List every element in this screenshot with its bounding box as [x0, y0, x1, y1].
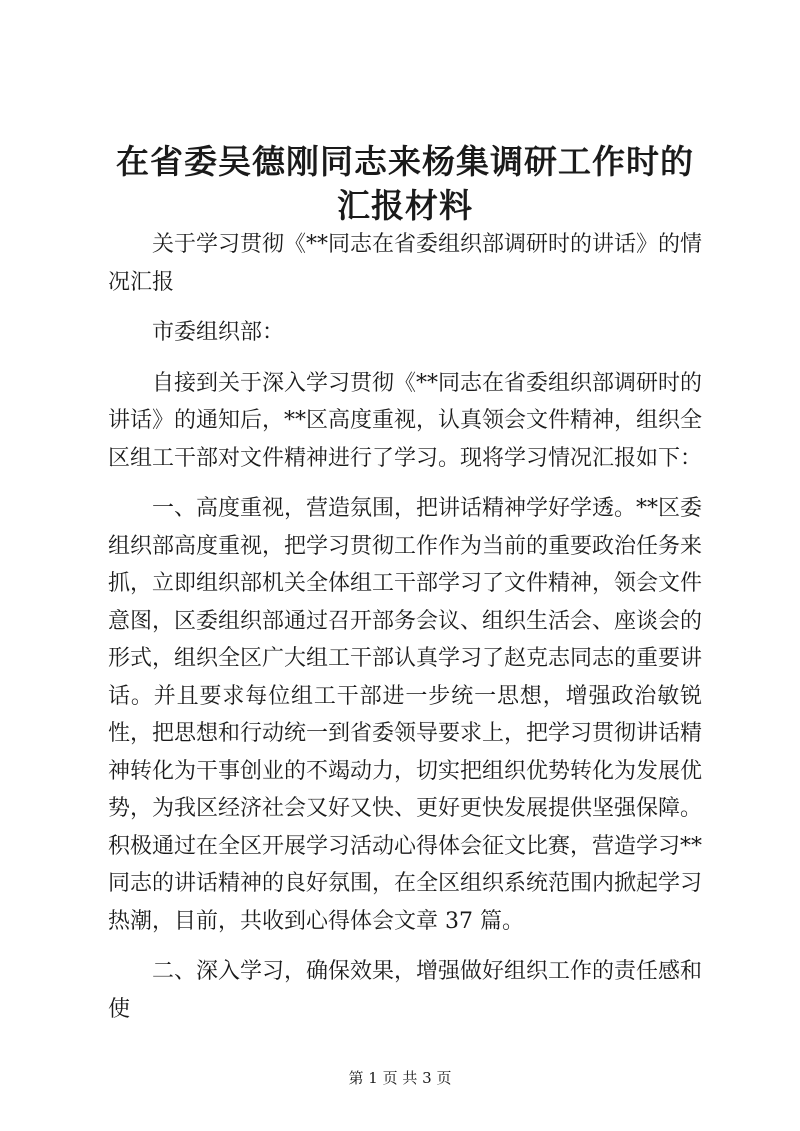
page-number-footer: 第 1 页 共 3 页: [348, 1069, 452, 1087]
document-title: 在省委吴德刚同志来杨集调研工作时的汇报材料: [116, 142, 694, 225]
paragraph-report-heading: 关于学习贯彻《**同志在省委组织部调研时的讲话》的情况汇报: [108, 232, 703, 295]
paragraph-addressee: 市委组织部：: [152, 320, 285, 345]
document-body: [108, 226, 702, 1041]
paragraph-section-one: 一、高度重视，营造氛围，把讲话精神学好学透。**区委组织部高度重视，把学习贯彻工作作为当前的重要政治任务来抓，立即组织部机关全体组工干部学习了文件精神，领会文件意图，区委组织部通过召开部务会议、组织生活会、座谈会的形式，组织全区广大组工干部认真学习了赵克志同志的重要讲话。并且要求每位组工干部进一步统一思想，增强政治敏锐性，把思想和行动统一到省委领导要求上，把学习贯彻讲话精神转化为干事创业的不竭动力，切实把组织优势转化为发展优势，为我区经济社会又好又快、更好更快发展提供坚强保障。积极通过在全区开展学习活动心得体会征文比赛，营造学习**同志的讲话精神的良好氛围，在全区组织系统范围内掀起学习热潮，目前，共收到心得体会文章 37 篇。: [108, 496, 703, 934]
paragraph-section-two: 二、深入学习，确保效果，增强做好组织工作的责任感和使: [108, 959, 703, 1022]
paragraph-intro: 自接到关于深入学习贯彻《**同志在省委组织部调研时的讲话》的通知后，**区高度重视，认真领会文件精神，组织全区组工干部对文件精神进行了学习。现将学习情况汇报如下：: [108, 370, 703, 471]
